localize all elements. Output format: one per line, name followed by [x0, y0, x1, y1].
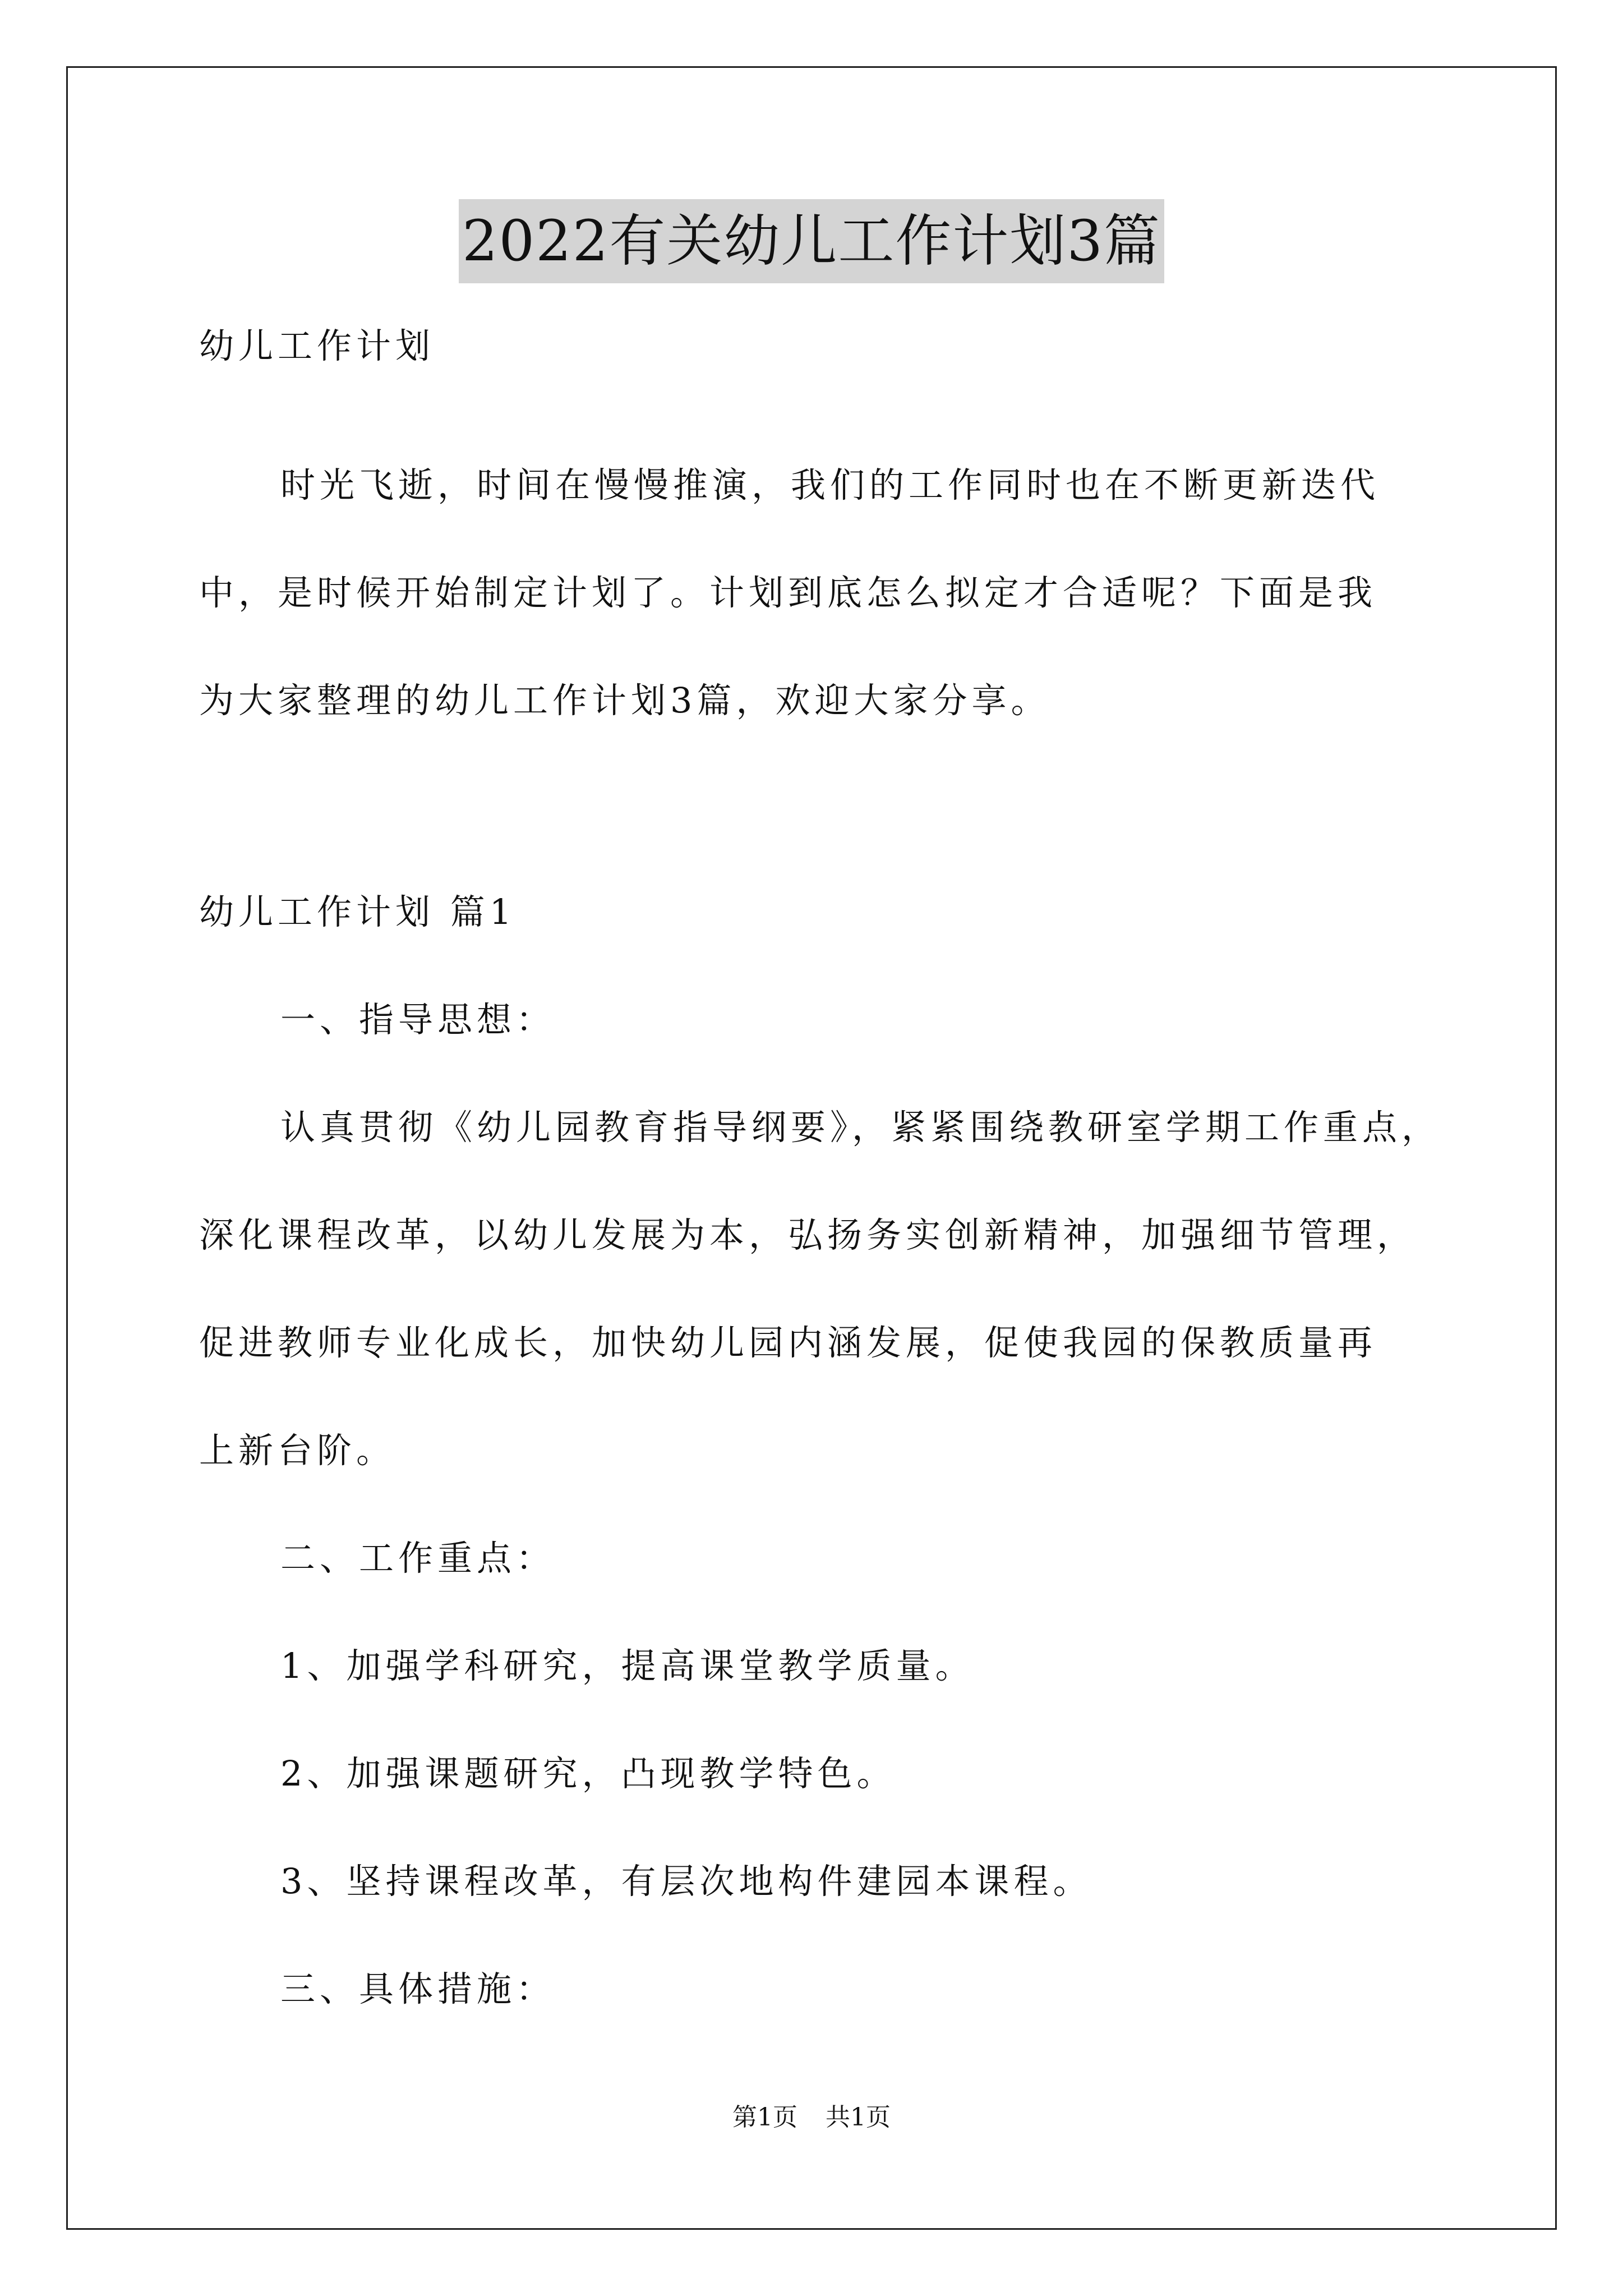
- list-item: 2、加强课题研究，凸现教学特色。: [280, 1753, 896, 1794]
- paragraph-line: 深化课程改革，以幼儿发展为本，弘扬务实创新精神，加强细节管理，: [199, 1214, 1417, 1255]
- paragraph-line: 认真贯彻《幼儿园教育指导纲要》，紧紧围绕教研室学期工作重点，: [280, 1107, 1441, 1148]
- paragraph-line: 上新台阶。: [199, 1430, 396, 1471]
- page-number: 第1页: [732, 2103, 797, 2132]
- page-footer: [0, 2101, 1623, 2134]
- list-item: 3、坚持课程改革，有层次地构件建园本课程。: [280, 1861, 1092, 1902]
- paragraph-line: 时光飞逝，时间在慢慢推演，我们的工作同时也在不断更新迭代: [280, 464, 1380, 505]
- section-heading: 幼儿工作计划: [199, 325, 435, 366]
- subheading: 二、工作重点：: [280, 1538, 556, 1579]
- document-title: 2022有关幼儿工作计划3篇: [459, 199, 1164, 283]
- subheading: 一、指导思想：: [280, 999, 556, 1040]
- subheading: 三、具体措施：: [280, 1968, 556, 2009]
- paragraph-line: 促进教师专业化成长，加快幼儿园内涵发展，促使我园的保教质量再: [199, 1322, 1377, 1363]
- list-item: 1、加强学科研究，提高课堂教学质量。: [280, 1645, 975, 1686]
- paragraph-line: 为大家整理的幼儿工作计划3篇，欢迎大家分享。: [199, 680, 1050, 721]
- title-container: [0, 199, 1623, 283]
- page-total: 共1页: [826, 2103, 891, 2132]
- section-heading: 幼儿工作计划 篇1: [199, 891, 517, 932]
- paragraph-line: 中，是时候开始制定计划了。计划到底怎么拟定才合适呢？下面是我: [199, 572, 1377, 613]
